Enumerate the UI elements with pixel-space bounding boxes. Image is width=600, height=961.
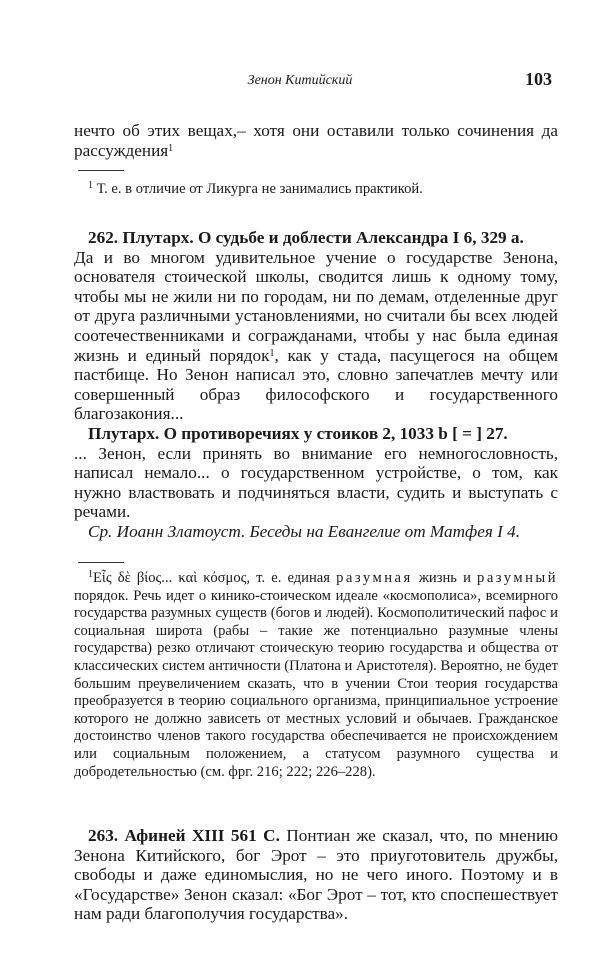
footnote-mark: 1 — [88, 180, 93, 191]
running-header-title: Зенон Китийский — [247, 73, 353, 88]
section-text — [74, 248, 558, 424]
footnote-text-part: жизнь и — [412, 570, 478, 586]
spaced-term: разумная — [336, 570, 413, 586]
section-text: Понтиан же сказал, что, по мнению Зенона Китийского, бог Эрот – это приуготовитель дружбы, свободы и даже единомыслия, но не чего иного. Поэтому и в «Государстве» Зенон сказал: «Бог Эрот – тот, кто споспешествует нам ради благополучия государства». — [74, 826, 558, 924]
subsection-heading: Плутарх. О противоречиях у стоиков 2, 1033 b [ = ] 27. — [88, 423, 508, 443]
footnote-ref: 1 — [168, 142, 174, 154]
page-number: 103 — [525, 69, 552, 89]
continuation-paragraph — [74, 121, 558, 160]
section-text-part: Да и во многом удивительное учение о государстве Зенона, основателя стоической школы, сводится лишь к одному тому, чтобы мы не жили ни по городам, ни по демам, отделенные друг от друга различными установлениями, но считали бы всех людей соотечественниками и согражданами, чтобы у нас была единая жизнь и единый порядок — [74, 247, 558, 365]
section-heading: 262. Плутарх. О судьбе и доблести Александра I 6, 329 а. — [88, 228, 524, 247]
greek-phrase: καὶ κόσμος — [178, 570, 247, 586]
section-262 — [74, 228, 558, 542]
footnote-ref: 1 — [269, 347, 275, 359]
footnote-divider — [78, 562, 124, 563]
section-263 — [74, 826, 558, 924]
footnote-mark: 1 — [88, 569, 93, 580]
footnote-2 — [74, 570, 558, 781]
footnote-text-part: ... — [161, 570, 179, 586]
footnote-text: Т. е. в отличие от Ликурга не занимались практикой. — [96, 181, 423, 197]
greek-phrase: Εἷς δὲ βίος — [93, 570, 162, 586]
continuation-text: нечто об этих вещах,– хотя они оставили только сочинения да рассуждения — [74, 121, 558, 160]
footnote-divider — [78, 170, 124, 171]
subsection-text: ... Зенон, если принять во внимание его немногословность, написал немало... о государственном устройстве, о том, как нужно властвовать и подчиняться власти, судить и выступать с речами. — [74, 443, 558, 522]
section-text-part: , как у стада, пасущегося на общем пастбище. Но Зенон написал это, словно запечатлев мечту или совершенный образ философского и государственного благозакония... — [74, 345, 558, 424]
footnote-text-part: , т. е. единая — [246, 570, 337, 586]
section-heading: 263. Афиней XIII 561 C. — [88, 826, 280, 845]
footnote-1 — [74, 181, 558, 199]
spaced-term: разумный — [477, 570, 559, 586]
cross-reference: Ср. Иоанн Златоуст. Беседы на Евангелие от Матфея I 4. — [88, 521, 521, 541]
footnote-text-part: порядок. Речь идет о кинико-стоическом идеале «космополиса», всемирного государства разумных существ (богов и людей). Космополитический пафос и социальная широта (рабы – такие же потенциально разумные члены государства) резко отличают стоическую теорию государства и общества от классических систем античности (Платона и Аристотеля). Вероятно, не будет большим преувеличением сказать, что в учении Стои теория государства преобразуется в теорию социального организма, принципиальное устроение которого не должно зависеть от местных условий и обычаев. Гражданское достоинство членов такого государства обеспечивается не происхождением или социальным положением, а статусом разумного существа и добродетельностью (см. фрг. 216; 222; 226–228). — [74, 587, 558, 780]
